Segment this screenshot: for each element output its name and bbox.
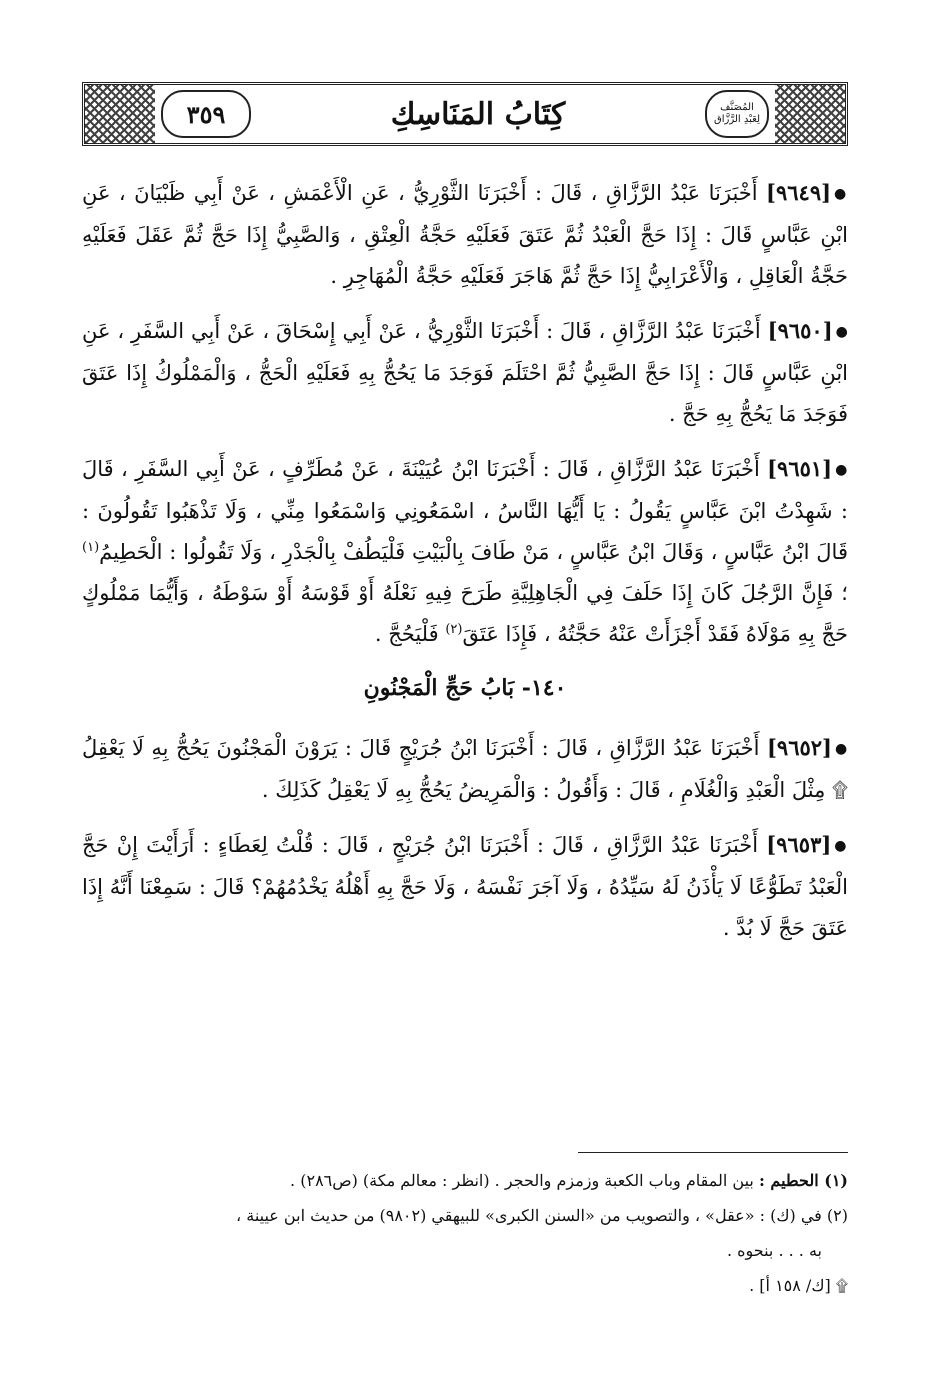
footnote-2: (٢) في (ك) : «عقل» ، والتصويب من «السنن الكبرى» للبيهقي (٩٨٠٢) من حديث ابن عيينة ،: [235, 1206, 848, 1225]
bullet-icon: ●: [834, 186, 848, 202]
hadith-text-part2: ؛ فَإِنَّ الرَّجُلَ كَانَ إِذَا حَلَفَ فِي الْجَاهِلِيَّةِ طَرَحَ فِيهِ نَعْلَهُ أَوْ قَوْسَهُ أَوْ سَوْطَهُ ، وَأَيُّمَا مَمْلُوكٍ حَجَّ بِهِ مَوْلَاهُ فَقَدْ أَجْزَأَتْ عَنْهُ حَجَّتُهُ ، فَإِذَا عَتَقَ: [82, 581, 848, 646]
hadith-text: أَخْبَرَنَا عَبْدُ الرَّزَّاقِ ، قَالَ : أَخْبَرَنَا ابْنُ جُرَيْجٍ قَالَ : يَرَوْنَ الْمَجْنُونَ يَحُجُّ بِهِ لَا يَعْقِلُ ۩ مِثْلَ الْعَبْدِ وَالْغُلَامِ ، قَالَ : وَأَقُولُ : وَالْمَرِيضُ يَحُجُّ بِهِ لَا يَعْقِلُ كَذَلِكَ .: [82, 736, 848, 802]
hadith-number: [٩٦٥٣]: [766, 832, 832, 857]
footnote-1-label: (١) الحطيم :: [758, 1171, 848, 1190]
footnote-divider: [578, 1152, 848, 1153]
hadith-9651: [82, 448, 848, 655]
bullet-icon: ●: [835, 324, 848, 340]
footnote-2-continuation: به . . . بنحوه .: [726, 1241, 822, 1260]
hadith-number: [٩٦٥١]: [767, 456, 833, 481]
page-header: [82, 82, 848, 146]
logo-line1: المُصَنَّف: [720, 102, 754, 113]
main-text: [82, 172, 848, 962]
logo-line2: لِعَبْدِ الرَّزَّاق: [713, 114, 761, 125]
hadith-9652: [82, 727, 848, 811]
hadith-text-part3: فَلْيَحُجَّ .: [374, 622, 446, 646]
hadith-text-part1: أَخْبَرَنَا عَبْدُ الرَّزَّاقِ ، قَالَ : أَخْبَرَنَا ابْنُ عُيَيْنَةَ ، عَنْ مُطَرِّفٍ ، عَنْ أَبِي السَّفَرِ ، قَالَ : شَهِدْتُ ابْنَ عَبَّاسٍ يَقُولُ : يَا أَيُّهَا النَّاسُ ، اسْمَعُونِي وَاسْمَعُوا مِنِّي ، وَلَا تَذْهَبُوا تَقُولُونَ : قَالَ ابْنُ عَبَّاسٍ ، وَقَالَ ابْنُ عَبَّاسٍ ، مَنْ طَافَ بِالْبَيْتِ فَلْيَطُفْ بِالْجَدْرِ ، وَلَا تَقُولُوا : الْحَطِيمُ: [82, 457, 848, 564]
chapter-heading: ١٤٠- بَابُ حَجِّ الْمَجْنُونِ: [363, 675, 567, 701]
hadith-text: أَخْبَرَنَا عَبْدُ الرَّزَّاقِ ، قَالَ : أَخْبَرَنَا ابْنُ جُرَيْجٍ ، قَالَ : قُلْتُ لِعَطَاءٍ : أَرَأَيْتَ إِنْ حَجَّ الْعَبْدُ تَطَوُّعًا لَا يَأْذَنُ لَهُ سَيِّدُهُ ، وَلَا آجَرَ نَفْسَهُ ، وَلَا حَجَّ بِهِ أَهْلُهُ يَخْدُمُهُمْ؟ قَالَ : سَمِعْنَا أَنَّهُ إِذَا عَتَقَ حَجَّ لَا بُدَّ .: [82, 833, 848, 940]
hadith-text: أَخْبَرَنَا عَبْدُ الرَّزَّاقِ ، قَالَ : أَخْبَرَنَا الثَّوْرِيُّ ، عَنِ الْأَعْمَشِ ، عَنْ أَبِي ظَبْيَانَ ، عَنِ ابْنِ عَبَّاسٍ قَالَ : إِذَا حَجَّ الْعَبْدُ ثُمَّ عَتَقَ فَعَلَيْهِ حَجَّةُ الْعِتْقِ ، وَالصَّبِيُّ إِذَا حَجَّ ثُمَّ عَقَلَ فَعَلَيْهِ حَجَّةُ الْعَاقِلِ ، وَالْأَعْرَابِيُّ إِذَا حَجَّ ثُمَّ هَاجَرَ فَعَلَيْهِ حَجَّةُ الْمُهَاجِرِ .: [82, 181, 848, 288]
hadith-9649: [82, 172, 848, 297]
footnote-3: ۩ [ك/ ١٥٨ أ] .: [749, 1276, 848, 1295]
book-logo: [705, 90, 769, 138]
footnote-ref-2[interactable]: (٢): [445, 622, 463, 637]
ornament-left: [85, 85, 155, 143]
bullet-icon: ●: [835, 462, 848, 478]
bullet-icon: ●: [834, 838, 848, 854]
bullet-icon: ●: [834, 741, 848, 757]
hadith-text: أَخْبَرَنَا عَبْدُ الرَّزَّاقِ ، قَالَ : أَخْبَرَنَا الثَّوْرِيُّ ، عَنْ أَبِي إِسْحَاقَ ، عَنْ أَبِي السَّفَرِ ، عَنِ ابْنِ عَبَّاسٍ قَالَ : إِذَا حَجَّ الصَّبِيُّ ثُمَّ احْتَلَمَ فَوَجَدَ مَا يَحُجُّ بِهِ فَعَلَيْهِ الْحَجُّ ، وَالْمَمْلُوكُ إِذَا عَتَقَ فَوَجَدَ مَا يَحُجُّ بِهِ حَجَّ .: [82, 319, 848, 426]
hadith-9653: [82, 824, 848, 949]
footnote-1: [82, 1163, 848, 1198]
hadith-number: [٩٦٤٩]: [766, 180, 832, 205]
hadith-number: [٩٦٥٢]: [766, 735, 832, 760]
footnotes: [82, 1163, 848, 1303]
hadith-number: [٩٦٥٠]: [767, 318, 833, 343]
page-number: ٣٥٩: [161, 90, 251, 138]
ornament-right: [775, 85, 845, 143]
footnote-1-text: بين المقام وباب الكعبة وزمزم والحجر . (انظر : معالم مكة) (ص٢٨٦) .: [290, 1171, 759, 1190]
hadith-9650: [82, 310, 848, 435]
page-title: كِتَابُ المَنَاسِكِ: [390, 96, 566, 132]
footnote-ref-1[interactable]: (١): [82, 540, 100, 555]
